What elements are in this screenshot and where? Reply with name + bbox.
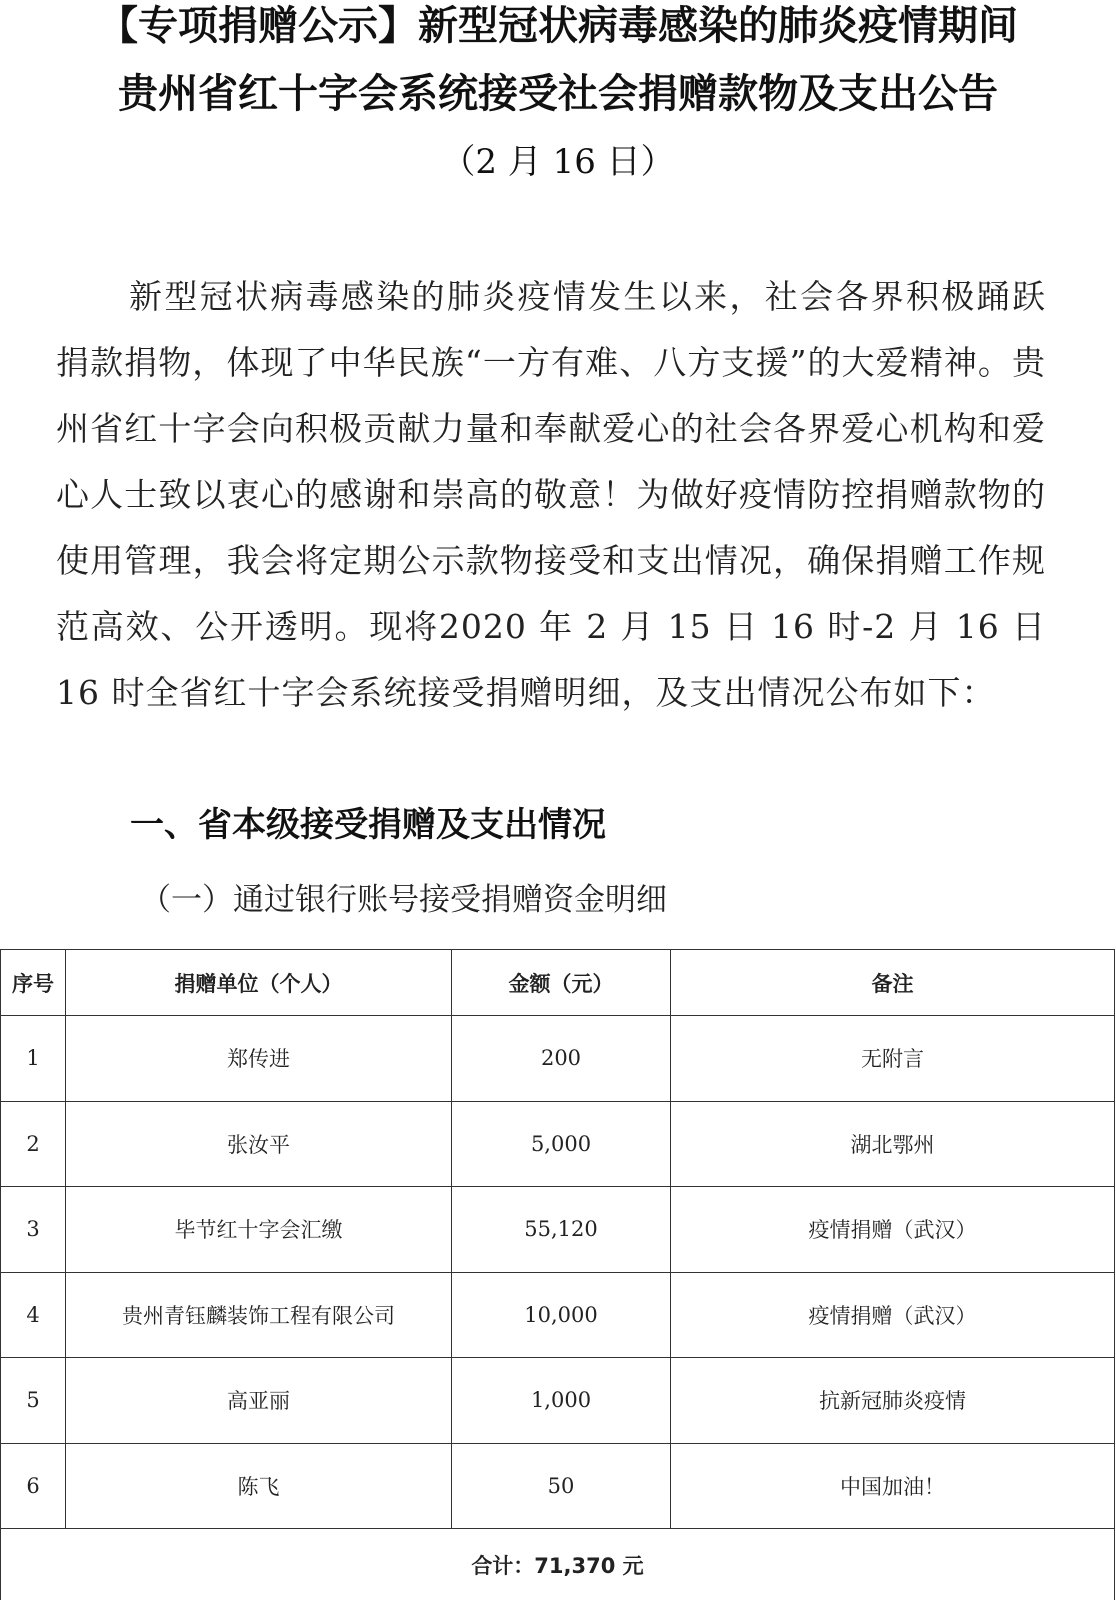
header-donor: 捐赠单位（个人） <box>66 950 452 1016</box>
cell-index: 3 <box>1 1187 66 1273</box>
table-total: 合计：71,370 元 <box>1 1529 1115 1600</box>
cell-amount: 5,000 <box>452 1101 671 1187</box>
intro-paragraph: 新型冠状病毒感染的肺炎疫情发生以来，社会各界积极踊跃捐款捐物，体现了中华民族“一方有难、八方支援”的大爱精神。贵州省红十字会向积极贡献力量和奉献爱心的社会各界爱心机构和爱心人士致以衷心的感谢和崇高的敬意！为做好疫情防控捐赠款物的使用管理，我会将定期公示款物接受和支出情况，确保捐赠工作规范高效、公开透明。现将2020 年 2 月 15 日 16 时-2 月 16 日 16 时全省红十字会系统接受捐赠明细，及支出情况公布如下： <box>56 277 1046 712</box>
table-header-row <box>1 950 1115 1016</box>
table-row <box>1 1016 1115 1102</box>
cell-amount: 55,120 <box>452 1187 671 1273</box>
cell-note: 疫情捐赠（武汉） <box>671 1272 1115 1358</box>
cell-donor: 贵州青钰麟装饰工程有限公司 <box>66 1272 452 1358</box>
cell-note: 疫情捐赠（武汉） <box>671 1187 1115 1273</box>
cell-amount: 1,000 <box>452 1358 671 1444</box>
document-date: （2 月 16 日） <box>441 142 675 182</box>
cell-note: 中国加油！ <box>671 1443 1115 1529</box>
cell-note: 抗新冠肺炎疫情 <box>671 1358 1115 1444</box>
cell-note: 无附言 <box>671 1016 1115 1102</box>
cell-index: 2 <box>1 1101 66 1187</box>
table-row <box>1 1358 1115 1444</box>
table-row <box>1 1187 1115 1273</box>
cell-donor: 张汝平 <box>66 1101 452 1187</box>
cell-amount: 50 <box>452 1443 671 1529</box>
cell-donor: 郑传进 <box>66 1016 452 1102</box>
cell-donor: 陈飞 <box>66 1443 452 1529</box>
cell-donor: 毕节红十字会汇缴 <box>66 1187 452 1273</box>
donation-table <box>0 949 1115 1600</box>
cell-note: 湖北鄂州 <box>671 1101 1115 1187</box>
cell-index: 1 <box>1 1016 66 1102</box>
cell-amount: 10,000 <box>452 1272 671 1358</box>
cell-index: 5 <box>1 1358 66 1444</box>
header-amount: 金额（元） <box>452 950 671 1016</box>
header-note: 备注 <box>671 950 1115 1016</box>
document-title-line2: 贵州省红十字会系统接受社会捐赠款物及支出公告 <box>118 71 998 117</box>
table-row <box>1 1272 1115 1358</box>
table-row <box>1 1443 1115 1529</box>
cell-index: 4 <box>1 1272 66 1358</box>
cell-index: 6 <box>1 1443 66 1529</box>
document-title-line1: 【专项捐赠公示】新型冠状病毒感染的肺炎疫情期间 <box>98 3 1018 49</box>
section-heading: 一、省本级接受捐赠及支出情况 <box>130 805 606 845</box>
cell-amount: 200 <box>452 1016 671 1102</box>
header-index: 序号 <box>1 950 66 1016</box>
table-row <box>1 1101 1115 1187</box>
subsection-heading: （一）通过银行账号接受捐赠资金明细 <box>140 882 667 918</box>
table-total-row <box>1 1529 1115 1600</box>
cell-donor: 高亚丽 <box>66 1358 452 1444</box>
